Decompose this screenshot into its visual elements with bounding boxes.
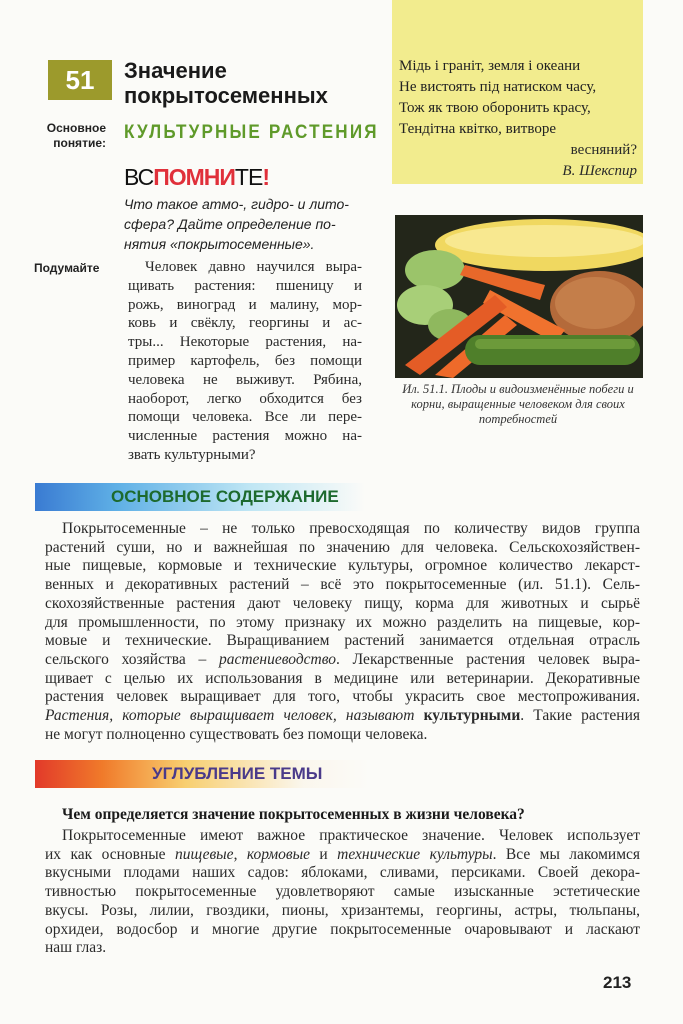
text-line xyxy=(45,595,640,614)
poem-line: весняний? xyxy=(570,142,637,158)
remember-part: ПОМНИ xyxy=(153,164,235,190)
poem-line: Мідь і граніт, земля і океани xyxy=(399,58,581,74)
text-run: орхидеи, водосбор и многие другие покрытосеменные очаровывают и ласкают xyxy=(45,920,640,938)
remember-part: ! xyxy=(262,164,269,190)
italic-term: пищевые xyxy=(174,845,234,863)
text-line xyxy=(128,314,362,333)
deep-question: Чем определяется значение покрытосеменных в жизни человека? xyxy=(62,806,525,823)
text-run: растения человек выращивает для того, чтобы украсить свое местопроживания. xyxy=(45,688,640,706)
italic-term: растениеводство xyxy=(218,650,337,668)
vegetables-illustration xyxy=(395,215,643,378)
remember-question: Что такое атмо-, гидро- и литосфера? Дайте определение понятия «покрытосеменные». xyxy=(124,196,349,252)
text-run: щивать растения: пшеницу и xyxy=(128,277,362,294)
text-run: ковь и свёклу, георгины и ас- xyxy=(128,315,362,332)
remember-part: ВС xyxy=(124,164,154,190)
text-run: наоборот, легко обходится без xyxy=(128,390,362,407)
text-run: тивностью покрытосеменные удовлетворяют самые изысканные эстетические xyxy=(45,883,640,901)
page-number: 213 xyxy=(603,973,632,992)
text-line xyxy=(45,902,640,921)
key-concept: КУЛЬТУРНЫЕ РАСТЕНИЯ xyxy=(124,122,379,143)
text-line xyxy=(45,883,640,902)
text-line xyxy=(45,939,640,958)
text-run: . Такие растения xyxy=(520,707,640,725)
think-label: Подумайте xyxy=(34,261,100,275)
text-run: венных и декоративных растений – всё это покрытосеменные (ил. 51.1). Сель- xyxy=(45,576,640,594)
text-run: вкусными плодами наших садов: яблоками, сливами, персиками. Своей декора- xyxy=(45,864,640,882)
text-line xyxy=(45,539,640,558)
poem-line: Не вистоять під натиском часу, xyxy=(399,79,597,95)
text-run: . Лекарственные растения человек выра- xyxy=(336,650,640,668)
text-run: тры... Некоторые растения, на- xyxy=(128,334,362,351)
text-run: наш глаз. xyxy=(45,939,107,957)
section-heading: ОСНОВНОЕ СОДЕРЖАНИЕ xyxy=(111,487,339,506)
text-run: численные растения можно на- xyxy=(128,428,362,445)
text-line xyxy=(45,726,640,745)
text-run: ные пищевые, кормовые и технические культуры, огромное количество лекарст- xyxy=(45,557,640,575)
figure-caption: Ил. 51.1. Плоды и видоизменённые побеги и корни, выращенные человеком для своих потребностей xyxy=(402,382,634,426)
text-run: пример картофель, без помощи xyxy=(128,352,362,369)
concept-label: Основное понятие: xyxy=(46,121,106,150)
text-run: звать культурными? xyxy=(128,446,256,463)
text-line xyxy=(45,688,640,707)
section-heading: УГЛУБЛЕНИЕ ТЕМЫ xyxy=(152,764,323,783)
text-run: щивает с целью их использования в медицине или ветеринарии. Декоративные xyxy=(45,669,640,687)
bold-term: культурными xyxy=(423,707,521,725)
italic-term: технические культуры xyxy=(337,845,493,863)
text-line xyxy=(128,427,362,446)
text-run: вкусы. Розы, лилии, гвоздики, пионы, хризантемы, георгины, астры, тюльпаны, xyxy=(45,901,640,919)
text-line xyxy=(45,827,640,846)
text-line xyxy=(128,258,362,277)
text-run: для промышленности, по этому признаку их можно разделить на пищевые, кор- xyxy=(45,613,640,631)
title-line: покрытосеменных xyxy=(124,83,328,108)
text-line xyxy=(128,352,362,371)
remember-heading xyxy=(124,164,269,191)
text-line xyxy=(45,707,640,726)
text-run: их как основные xyxy=(45,845,175,863)
section-banner-deep xyxy=(35,760,370,788)
text-line xyxy=(45,864,640,883)
text-line xyxy=(45,632,640,651)
main-paragraph xyxy=(45,520,640,744)
title-line: Значение xyxy=(124,58,227,83)
text-run: мовые и технические. Выращиванием растений занимается отдельная отрасль xyxy=(45,632,640,650)
text-line xyxy=(45,520,640,539)
text-line xyxy=(128,277,362,296)
text-line xyxy=(45,651,640,670)
section-banner-main xyxy=(35,483,365,511)
vegetables-photo xyxy=(395,215,643,378)
text-run: Покрытосеменные имеют важное практическое значение. Человек использует xyxy=(62,827,640,844)
lesson-number-badge xyxy=(48,60,112,100)
remember-part: ТЕ xyxy=(234,164,263,190)
page-title xyxy=(124,58,328,108)
text-run: скохозяйственные растения дают человеку пищу, корма для животных и сырьё xyxy=(45,594,640,612)
text-line xyxy=(45,557,640,576)
text-line xyxy=(128,390,362,409)
text-run: рожь, виноград и малину, мор- xyxy=(128,296,362,313)
text-line xyxy=(45,614,640,633)
poem-lines xyxy=(399,56,596,140)
text-run: Покрытосеменные – не только превосходящая по количеству видов группа xyxy=(62,520,640,537)
text-run: человека не выживут. Рябина, xyxy=(128,371,362,388)
text-run: и xyxy=(310,845,338,863)
italic-term: Растения, которые выращивает человек, называют xyxy=(45,707,424,725)
text-line xyxy=(128,296,362,315)
text-run: , xyxy=(233,845,247,863)
poem-line: Тож як твою оборонить красу, xyxy=(399,100,591,116)
deep-paragraph xyxy=(45,827,640,958)
text-line xyxy=(128,446,362,465)
poem-author: В. Шекспир xyxy=(562,163,637,179)
text-run: не могут полноценно существовать без помощи человека. xyxy=(45,725,428,743)
text-run: . Все мы лакомимся xyxy=(492,845,641,863)
text-line xyxy=(128,333,362,352)
text-run: сельского хозяйства – xyxy=(45,650,219,668)
text-line xyxy=(45,846,640,865)
poem-line: Тендітна квітко, витворе xyxy=(399,121,556,137)
text-line xyxy=(45,576,640,595)
italic-term: кормовые xyxy=(246,845,310,863)
text-line xyxy=(45,921,640,940)
text-line xyxy=(128,371,362,390)
text-run: растений суши, но и важнейшая по значению для человека. Сельскохозяйствен- xyxy=(45,538,640,556)
text-run: помощи человека. Все ли пере- xyxy=(128,409,362,426)
text-run: Человек давно научился выра- xyxy=(145,259,362,275)
text-line xyxy=(128,408,362,427)
lesson-number: 51 xyxy=(65,64,95,95)
text-line xyxy=(45,670,640,689)
think-paragraph xyxy=(128,258,362,465)
